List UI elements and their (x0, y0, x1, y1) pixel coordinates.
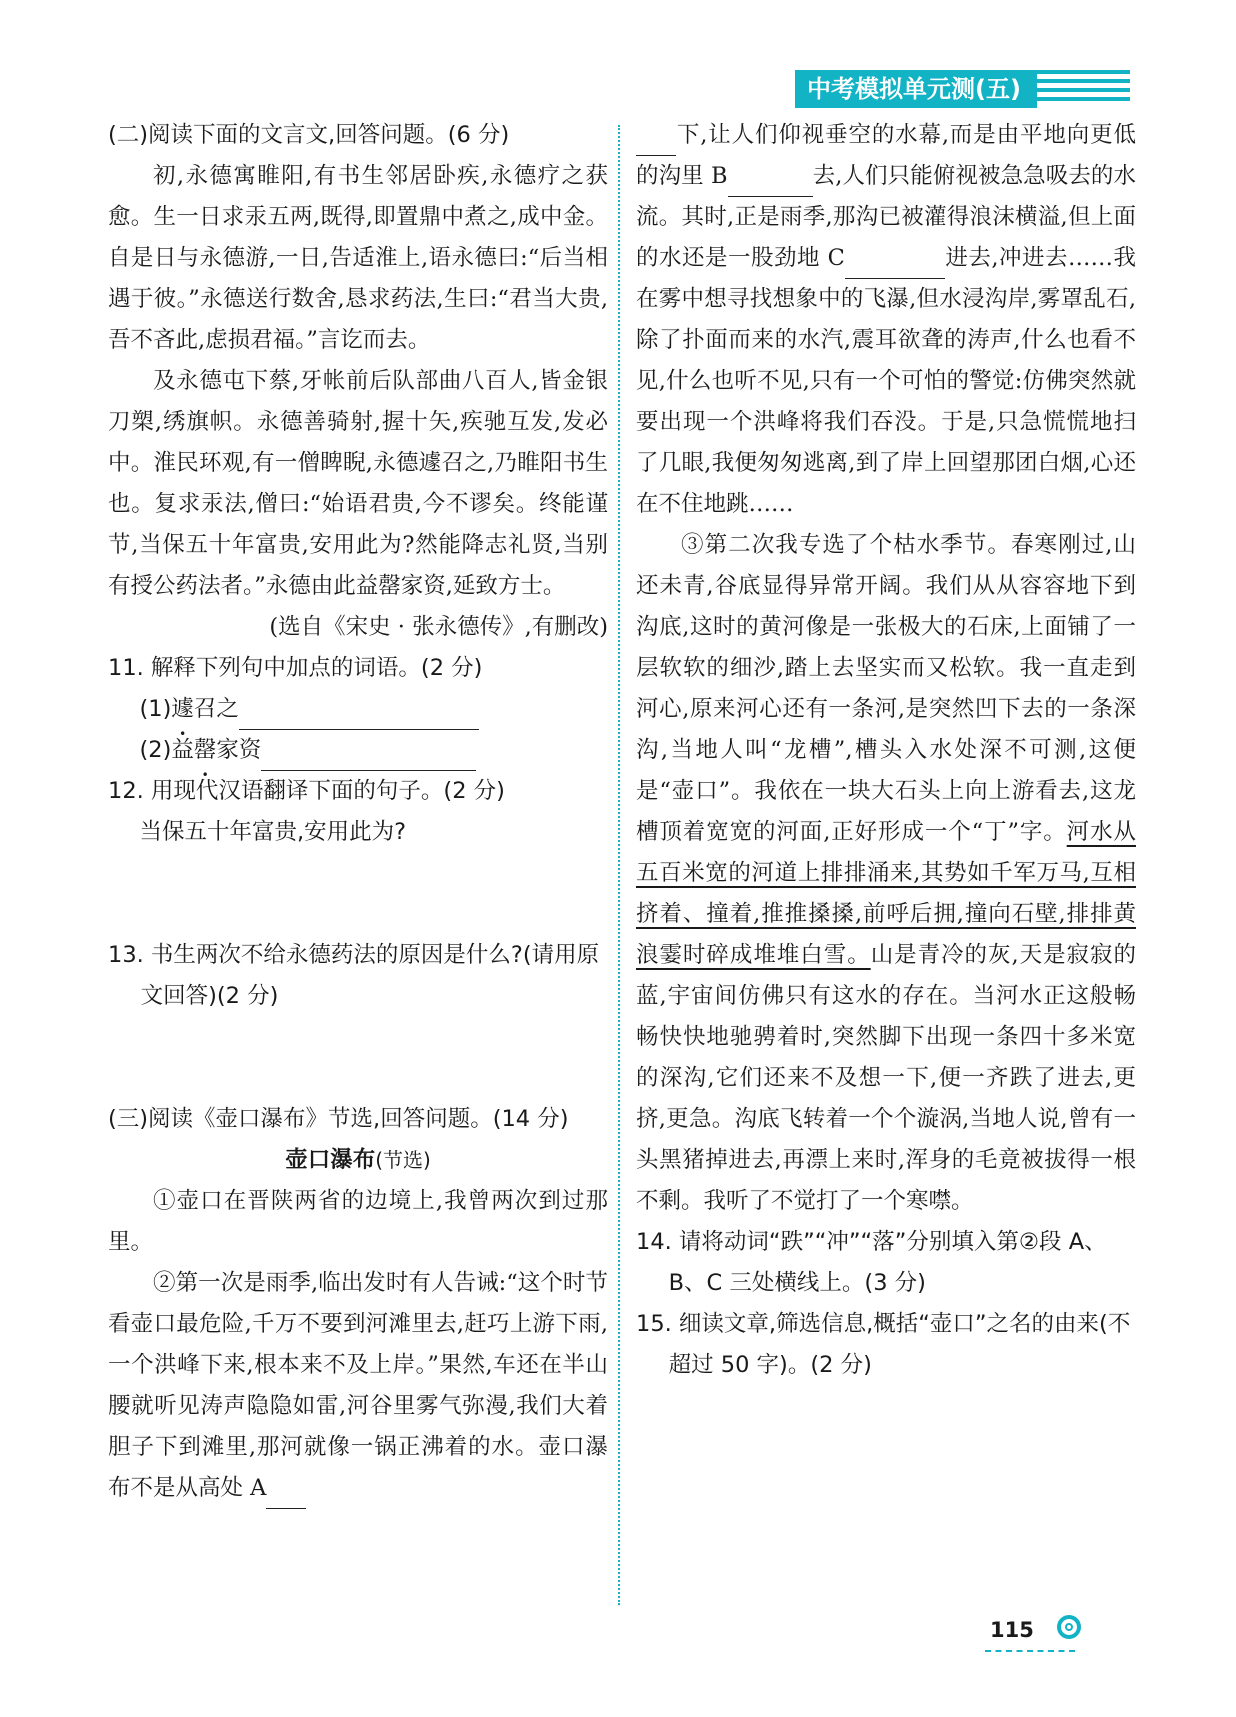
classical-para-2: 及永德屯下蔡,牙帐前后队部曲八百人,皆金银刀槊,绣旗帜。永德善骑射,握十矢,疾驰互发,发必中。淮民环观,有一僧睥睨,永德遽召之,乃睢阳书生也。复求汞法,僧曰:“始语君贵,今不谬矣。终能谨节,当保五十年富贵,安用此为?然能降志礼贤,当别有授公药法者。”永德由此益罄家资,延致方士。 (108, 368, 608, 599)
para-2-cont-text-2: 去,人们只能俯视被急急吸去的水流。其时,正是雨季,那沟已被灌得浪沫横溢,但上面的水还是一股劲地 C (636, 163, 1137, 271)
article-title-line (108, 1140, 608, 1181)
question-15: 15. 细读文章,筛选信息,概括“壶口”之名的由来(不超过 50 字)。(2 分) (636, 1311, 1131, 1378)
column-divider (618, 125, 620, 1605)
source-note: (选自《宋史 · 张永德传》,有删改) (269, 614, 608, 640)
answer-blank[interactable] (261, 745, 476, 771)
answer-blank[interactable] (239, 704, 479, 730)
article-title: 壶口瀑布 (285, 1147, 376, 1173)
blank-b[interactable] (728, 171, 813, 197)
question-13: 13. 书生两次不给永德药法的原因是什么?(请用原文回答)(2 分) (108, 942, 600, 1009)
left-column (108, 115, 608, 1509)
section-header-tab: 中考模拟单元测(五) (795, 70, 1037, 108)
article-para-1: ①壶口在晋陕两省的边境上,我曾两次到过那里。 (108, 1188, 608, 1255)
target-ring-icon (1057, 1615, 1081, 1639)
question-11: 11. 解释下列句中加点的词语。(2 分) (108, 655, 483, 681)
header-stripes (1030, 70, 1130, 108)
para-2-cont-text-1: 下,让人们仰视垂空的水幕,而是由平地向更低的沟里 B (636, 122, 1136, 189)
item-text: 家资 (216, 737, 262, 763)
section-3-title: (三)阅读《壶口瀑布》节选,回答问题。(14 分) (108, 1106, 569, 1132)
article-para-3 (636, 525, 1136, 1222)
question-14: 14. 请将动词“跌”“冲”“落”分别填入第②段 A、B、C 三处横线上。(3 分) (636, 1229, 1107, 1296)
item-label: (1) (139, 696, 172, 722)
dotted-word: 遽 (171, 696, 194, 722)
para-3-underlined: 河水从五百米宽的河道上排排涌来,其势如千军万马,互相挤着、撞着,推推搡搡,前呼后拥,撞向石壁,排排黄浪霎时碎成堆堆白雪。 (636, 819, 1136, 968)
article-para-2-text: ②第一次是雨季,临出发时有人告诫:“这个时节看壶口最危险,千万不要到河滩里去,赶巧上游下雨,一个洪峰下来,根本来不及上岸。”果然,车还在半山腰就听见涛声隐隐如雷,河谷里雾气弥漫,我们大着胆子下到滩里,那河就像一锅正沸着的水。壶口瀑布不是从高处 A (108, 1270, 608, 1501)
right-column (636, 115, 1136, 1386)
article-para-2-cont (636, 115, 1136, 525)
question-12: 12. 用现代汉语翻译下面的句子。(2 分) (108, 778, 505, 804)
article-subtitle: (节选) (375, 1148, 431, 1172)
answer-space-13[interactable] (108, 1017, 608, 1099)
blank-c[interactable] (845, 253, 945, 279)
para-3-text-a: ③第二次我专选了个枯水季节。春寒刚过,山还未青,谷底显得异常开阔。我们从从容容地下到沟底,这时的黄河像是一张极大的石床,上面铺了一层软软的细沙,踏上去坚实而又松软。我一直走到河心,原来河心还有一条河,是突然凹下去的一条深沟,当地人叫“龙槽”,槽头入水处深不可测,这便是“壶口”。我依在一块大石头上向上游看去,这龙槽顶着宽宽的河面,正好形成一个“丁”字。 (636, 532, 1136, 845)
page-number: 115 (990, 1618, 1034, 1642)
section-2-title: (二)阅读下面的文言文,回答问题。(6 分) (108, 122, 510, 148)
blank-a-cont[interactable] (636, 130, 676, 156)
item-label: (2)益 (139, 737, 194, 763)
question-12-sentence: 当保五十年富贵,安用此为? (139, 819, 407, 845)
blank-a[interactable] (266, 1483, 306, 1509)
classical-para-1: 初,永德寓睢阳,有书生邻居卧疾,永德疗之获愈。生一日求汞五两,既得,即置鼎中煮之,成中金。自是日与永德游,一日,告适淮上,语永德曰:“后当相遇于彼。”永德送行数舍,恳求药法,生曰:“君当大贵,吾不吝此,虑损君福。”言讫而去。 (108, 163, 608, 353)
dotted-word: 罄 (193, 737, 217, 763)
question-11-item-1 (108, 689, 608, 730)
item-text: 召之 (193, 696, 239, 722)
answer-space-12[interactable] (108, 853, 608, 935)
footer-dashed-line (985, 1650, 1075, 1652)
article-para-2 (108, 1263, 608, 1509)
para-3-text-b: 山是青冷的灰,天是寂寂的蓝,宇宙间仿佛只有这水的存在。当河水正这般畅畅快快地驰骋着时,突然脚下出现一条四十多米宽的深沟,它们还来不及想一下,便一齐跌了进去,更挤,更急。沟底飞转着一个个漩涡,当地人说,曾有一头黑猪掉进去,再漂上来时,浑身的毛竟被拔得一根不剩。我听了不觉打了一个寒噤。 (636, 942, 1136, 1214)
para-2-cont-text-3: 进去,冲进去……我在雾中想寻找想象中的飞瀑,但水浸沟岸,雾罩乱石,除了扑面而来的水汽,震耳欲聋的涛声,什么也看不见,什么也听不见,只有一个可怕的警觉:仿佛突然就要出现一个洪峰将我们吞没。于是,只急慌慌地扫了几眼,我便匆匆逃离,到了岸上回望那团白烟,心还在不住地跳…… (636, 245, 1136, 517)
